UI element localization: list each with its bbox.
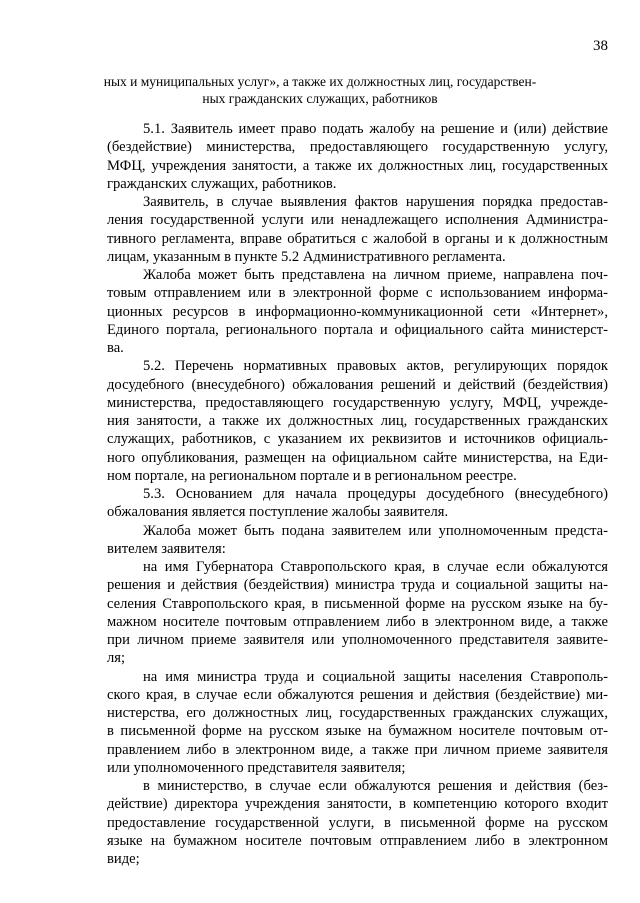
text-line: предоставление государственной услуги, в письменной форме на русском: [107, 814, 608, 831]
text-line: в министерство, в случае если обжалуются решения и действия (без-: [143, 778, 608, 794]
text-line: мажном носителе почтовым отправлением либо в электронном виде, а также: [107, 613, 608, 630]
text-line: гражданских служащих, работников.: [107, 175, 337, 192]
text-line: виде;: [107, 851, 140, 867]
text-line: действие) директора учреждения занятости, в компетенцию которого входит: [107, 796, 608, 813]
text-line: Заявитель, в случае выявления фактов нарушения порядка предостав-: [143, 194, 608, 210]
paragraph: [107, 777, 608, 868]
text-line: в письменной форме на русском языке на бумажном носителе почтовым от-: [107, 723, 608, 740]
text-line: 5.1. Заявитель имеет право подать жалобу на решение и (или) действие: [143, 121, 608, 137]
text-line: ционных ресурсов в информационно-коммуникационной сети «Интернет»,: [107, 303, 608, 320]
text-line: товым отправлением или в электронной форме с использованием информа-: [107, 285, 608, 302]
text-line: при личном приеме заявителя или уполномоченного представителя заявите-: [107, 632, 608, 648]
text-line: (бездействие) министерства, предоставляющего государственную услугу,: [107, 139, 608, 156]
text-line: МФЦ, учреждения занятости, а также их должностных лиц, государственных: [107, 157, 608, 174]
section-heading: [92, 73, 548, 107]
paragraph: [107, 120, 608, 193]
paragraph: [107, 668, 608, 778]
text-line: ления государственной услуги или ненадлежащего исполнения Администра-: [107, 212, 608, 229]
text-line: ния занятости, а также их должностных лиц, государственных гражданских: [107, 413, 608, 429]
paragraph: [107, 266, 608, 357]
text-line: Жалоба может быть представлена на личном приеме, направлена поч-: [143, 267, 608, 283]
heading-line: ных и муниципальных услуг», а также их должностных лиц, государствен-: [103, 74, 537, 89]
text-line: или уполномоченного представителя заявителя;: [107, 759, 406, 776]
text-line: на имя министра труда и социальной защиты населения Ставрополь-: [143, 668, 608, 685]
text-line: обжалования является поступление жалобы заявителя.: [107, 504, 449, 521]
text-line: тивного регламента, вправе обратиться с жалобой в органы и к должностным: [107, 230, 608, 247]
document-body: [107, 120, 608, 868]
text-line: Единого портала, регионального портала и официального сайта министерст-: [107, 321, 608, 338]
text-line: 5.2. Перечень нормативных правовых актов, регулирующих порядок: [143, 358, 608, 375]
page-number: 38: [593, 38, 608, 54]
text-line: вителем заявителя:: [107, 540, 226, 557]
text-line: ного опубликования, размещен на официальном сайте министерства, на Еди-: [107, 449, 608, 466]
text-line: досудебного (внесудебного) обжалования решений и действий (бездействия): [107, 376, 608, 393]
text-line: ном портале, на региональном портале и в региональном реестре.: [107, 467, 517, 484]
paragraph: [107, 522, 608, 559]
paragraph: [107, 193, 608, 266]
text-line: министерства, предоставляющего государственную услугу, МФЦ, учрежде-: [107, 394, 608, 411]
text-line: служащих, работников, с указанием их реквизитов и источников официаль-: [107, 431, 608, 448]
paragraph: [107, 558, 608, 668]
text-line: нистерства, его должностных лиц, государственных гражданских служащих,: [107, 705, 608, 721]
text-line: языке на бумажном носителе почтовым отправлением либо в электронном: [107, 832, 608, 849]
text-line: Жалоба может быть подана заявителем или уполномоченным предста-: [143, 522, 608, 539]
text-line: решения и действия (бездействия) министра труда и социальной защиты на-: [107, 577, 608, 594]
paragraph: [107, 485, 608, 522]
text-line: лицам, указанным в пункте 5.2 Административного регламента.: [107, 248, 506, 265]
text-line: 5.3. Основанием для начала процедуры досудебного (внесудебного): [143, 486, 608, 502]
text-line: селения Ставропольского края, в письменной форме на русском языке на бу-: [107, 595, 608, 612]
paragraph: [107, 357, 608, 485]
heading-line: ных гражданских служащих, работников: [202, 91, 438, 106]
text-line: правлением либо в электронном виде, а также при личном приеме заявителя: [107, 741, 608, 758]
text-line: ва.: [107, 340, 124, 356]
text-line: ского края, в случае если обжалуются решения и действия (бездействие) ми-: [107, 686, 608, 703]
text-line: ля;: [107, 650, 126, 667]
text-line: на имя Губернатора Ставропольского края, в случае если обжалуются: [143, 559, 608, 575]
